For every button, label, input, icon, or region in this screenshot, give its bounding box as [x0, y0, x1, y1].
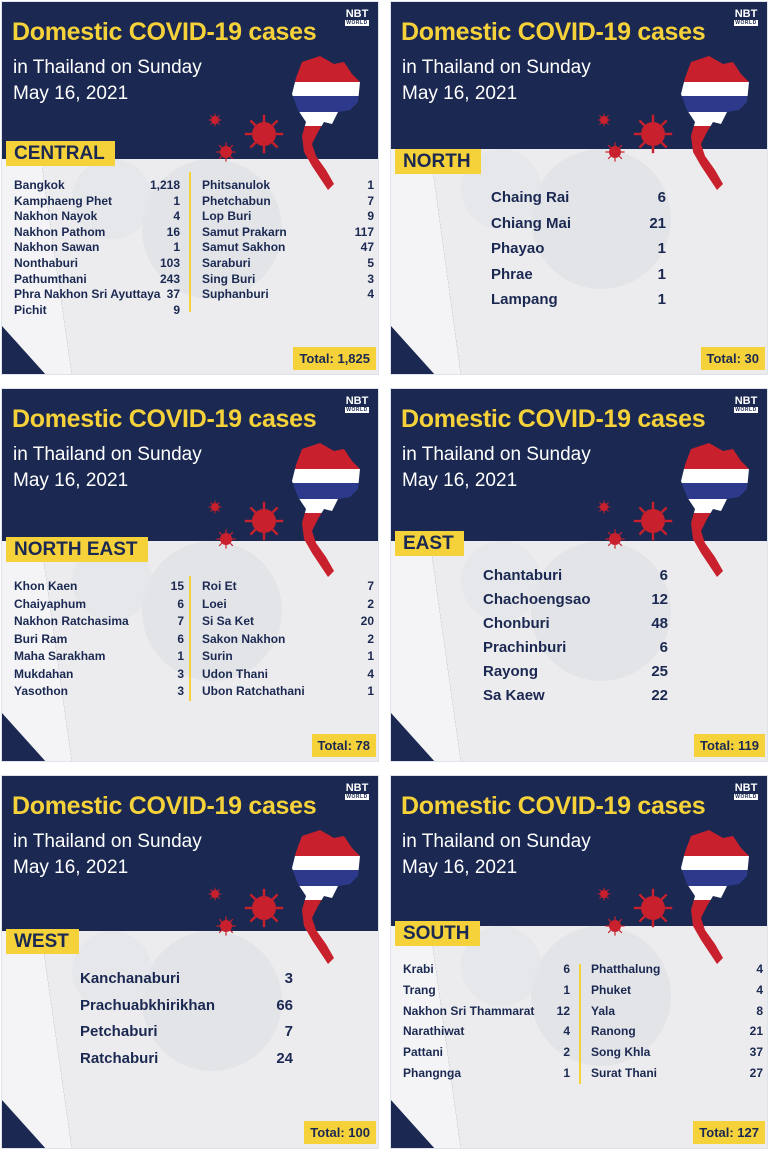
- province-name: Phetchabun: [202, 193, 271, 208]
- case-count: 47: [360, 240, 374, 255]
- list-item: [403, 1024, 570, 1045]
- column-divider: [189, 576, 191, 701]
- province-name: Phuket: [591, 982, 632, 997]
- case-count: 1: [563, 982, 570, 997]
- list-item: [202, 579, 374, 597]
- region-label: SOUTH: [395, 921, 480, 946]
- card-title: Domestic COVID-19 cases: [12, 18, 317, 46]
- list-item: [483, 591, 668, 615]
- province-name: Phangnga: [403, 1066, 462, 1080]
- province-name: Trang: [403, 982, 436, 997]
- case-count: 6: [659, 639, 668, 656]
- list-item: [491, 215, 666, 241]
- case-count: 1: [367, 178, 374, 192]
- province-name: Narathiwat: [403, 1024, 465, 1039]
- card-title: Domestic COVID-19 cases: [401, 18, 706, 46]
- case-count: 6: [177, 596, 184, 611]
- case-count: 37: [749, 1045, 763, 1060]
- case-count: 66: [276, 996, 293, 1014]
- province-name: Saraburi: [202, 256, 251, 270]
- case-count: 1: [177, 649, 184, 663]
- case-count: 2: [367, 596, 374, 611]
- province-name: Phitsanulok: [202, 178, 271, 192]
- case-count: 6: [563, 962, 570, 976]
- list-item: [202, 225, 374, 241]
- region-card-north: [390, 1, 768, 375]
- region-card-east: [390, 388, 768, 762]
- province-name: Phayao: [491, 240, 545, 257]
- list-item: [14, 225, 180, 241]
- region-card-south: [390, 775, 768, 1149]
- case-count: 1: [657, 265, 666, 283]
- region-label: NORTH: [395, 149, 481, 174]
- list-item: [14, 303, 180, 319]
- province-name: Maha Sarakham: [14, 649, 106, 663]
- card-date: May 16, 2021: [13, 857, 129, 878]
- case-count: 5: [367, 256, 374, 270]
- list-item: [483, 687, 668, 711]
- card-subtitle: in Thailand on Sunday: [402, 57, 591, 78]
- province-name: Chantaburi: [483, 567, 563, 584]
- list-item: [14, 272, 180, 288]
- list-item: [202, 240, 374, 256]
- region-label: EAST: [395, 531, 464, 556]
- province-name: Chaiyaphum: [14, 596, 87, 611]
- case-count: 1: [173, 193, 180, 208]
- case-count: 3: [367, 271, 374, 286]
- card-date: May 16, 2021: [402, 857, 518, 878]
- case-count: 20: [360, 614, 374, 628]
- total-badge: Total: 30: [701, 347, 766, 370]
- region-card-north-east: [1, 388, 379, 762]
- case-count: 1,218: [149, 178, 180, 192]
- province-name: Bangkok: [14, 178, 65, 192]
- province-name: Si Sa Ket: [202, 614, 255, 628]
- province-name: Samut Prakarn: [202, 224, 287, 239]
- province-name: Nakhon Sawan: [14, 240, 100, 255]
- card-title: Domestic COVID-19 cases: [401, 405, 706, 433]
- province-name: Ubon Ratchathani: [202, 684, 305, 698]
- card-date: May 16, 2021: [13, 83, 129, 104]
- province-name: Loei: [202, 596, 227, 611]
- province-name: Chonburi: [483, 615, 550, 632]
- list-item: [14, 287, 180, 303]
- province-name: Prachinburi: [483, 639, 567, 656]
- case-count: 48: [651, 615, 668, 632]
- province-name: Nakhon Nayok: [14, 209, 98, 224]
- list-item: [14, 667, 184, 685]
- case-count: 4: [367, 287, 374, 302]
- province-name: Pathumthani: [14, 271, 87, 286]
- nbt-logo: NBT WORLD: [731, 782, 761, 802]
- list-item: [591, 1066, 763, 1087]
- list-item: [483, 639, 668, 663]
- case-count: 4: [563, 1024, 570, 1039]
- province-name: Surat Thani: [591, 1066, 658, 1080]
- province-name: Mukdahan: [14, 666, 74, 681]
- province-name: Krabi: [403, 962, 434, 976]
- column-divider: [189, 172, 191, 312]
- list-item: [14, 240, 180, 256]
- card-date: May 16, 2021: [402, 83, 518, 104]
- region-card-west: [1, 775, 379, 1149]
- province-name: Pichit: [14, 302, 47, 317]
- list-item: [491, 291, 666, 317]
- case-count: 2: [563, 1045, 570, 1060]
- list-item: [202, 209, 374, 225]
- province-name: Phra Nakhon Sri Ayuttaya: [14, 287, 161, 302]
- list-item: [202, 597, 374, 615]
- card-date: May 16, 2021: [402, 470, 518, 491]
- case-count: 25: [651, 663, 668, 680]
- list-item: [14, 614, 184, 632]
- province-name: Rayong: [483, 663, 539, 680]
- list-item: [14, 684, 184, 702]
- province-name: Yasothon: [14, 684, 69, 698]
- nbt-logo: NBT WORLD: [731, 395, 761, 415]
- list-item: [591, 962, 763, 983]
- case-count: 6: [177, 631, 184, 646]
- nbt-logo: NBT WORLD: [342, 8, 372, 28]
- case-count: 21: [749, 1024, 763, 1039]
- province-name: Chaing Rai: [491, 189, 570, 206]
- province-name: Suphanburi: [202, 287, 269, 302]
- province-name: Phrae: [491, 265, 533, 283]
- province-name: Nonthaburi: [14, 256, 78, 270]
- list-item: [14, 597, 184, 615]
- list-item: [14, 632, 184, 650]
- region-label: NORTH EAST: [6, 537, 148, 562]
- province-name: Udon Thani: [202, 666, 268, 681]
- province-name: Nakhon Sri Thammarat: [403, 1003, 535, 1018]
- case-count: 4: [756, 982, 763, 997]
- province-name: Sakon Nakhon: [202, 631, 286, 646]
- province-name: Nakhon Pathom: [14, 224, 106, 239]
- province-name: Yala: [591, 1003, 616, 1018]
- list-item: [202, 256, 374, 272]
- nbt-logo: NBT WORLD: [342, 395, 372, 415]
- list-item: [14, 209, 180, 225]
- case-count: 3: [177, 666, 184, 681]
- case-count: 16: [166, 224, 180, 239]
- case-count: 1: [367, 684, 374, 698]
- case-count: 3: [177, 684, 184, 698]
- total-badge: Total: 119: [694, 734, 765, 757]
- nbt-logo: NBT WORLD: [731, 8, 761, 28]
- province-name: Lampang: [491, 291, 558, 308]
- list-item: [202, 614, 374, 632]
- case-count: 27: [749, 1066, 763, 1080]
- list-item: [14, 256, 180, 272]
- province-name: Roi Et: [202, 579, 237, 593]
- list-item: [202, 194, 374, 210]
- list-item: [14, 649, 184, 667]
- case-count: 1: [367, 649, 374, 663]
- list-item: [202, 272, 374, 288]
- list-item: [483, 663, 668, 687]
- list-item: [202, 649, 374, 667]
- case-count: 1: [657, 291, 666, 308]
- case-count: 12: [651, 591, 668, 608]
- list-item: [202, 178, 374, 194]
- province-name: Prachuabkhirikhan: [80, 996, 216, 1014]
- case-count: 24: [276, 1049, 293, 1067]
- case-count: 4: [367, 666, 374, 681]
- total-badge: Total: 100: [304, 1121, 376, 1144]
- case-count: 9: [367, 209, 374, 224]
- case-count: 8: [756, 1003, 763, 1018]
- list-item: [591, 1004, 763, 1025]
- list-item: [591, 1045, 763, 1066]
- case-count: 3: [284, 970, 293, 987]
- list-item: [591, 983, 763, 1004]
- list-item: [403, 983, 570, 1004]
- list-item: [202, 667, 374, 685]
- card-date: May 16, 2021: [13, 470, 129, 491]
- list-item: [80, 1023, 293, 1050]
- case-count: 12: [556, 1003, 570, 1018]
- list-item: [80, 997, 293, 1024]
- case-count: 4: [173, 209, 180, 224]
- province-name: Sa Kaew: [483, 687, 545, 704]
- case-count: 21: [649, 214, 666, 232]
- list-item: [483, 615, 668, 639]
- card-title: Domestic COVID-19 cases: [401, 792, 706, 820]
- list-item: [202, 632, 374, 650]
- list-item: [491, 189, 666, 215]
- province-name: Surin: [202, 649, 233, 663]
- case-count: 243: [159, 271, 180, 286]
- case-count: 103: [159, 256, 180, 270]
- case-count: 1: [173, 240, 180, 255]
- total-badge: Total: 1,825: [293, 347, 376, 370]
- list-item: [483, 567, 668, 591]
- list-item: [491, 266, 666, 292]
- province-name: Ratchaburi: [80, 1049, 159, 1067]
- case-count: 1: [563, 1066, 570, 1080]
- case-count: 4: [756, 962, 763, 976]
- nbt-logo: NBT WORLD: [342, 782, 372, 802]
- case-count: 1: [657, 240, 666, 257]
- total-badge: Total: 78: [312, 734, 377, 757]
- case-count: 6: [657, 189, 666, 206]
- case-count: 2: [367, 631, 374, 646]
- list-item: [491, 240, 666, 266]
- province-name: Ranong: [591, 1024, 636, 1039]
- list-item: [403, 962, 570, 983]
- province-name: Kanchanaburi: [80, 970, 181, 987]
- card-subtitle: in Thailand on Sunday: [402, 831, 591, 852]
- list-item: [80, 970, 293, 997]
- list-item: [403, 1045, 570, 1066]
- province-name: Lop Buri: [202, 209, 252, 224]
- case-count: 7: [367, 579, 374, 593]
- province-name: Chiang Mai: [491, 214, 572, 232]
- card-subtitle: in Thailand on Sunday: [13, 444, 202, 465]
- region-card-central: [1, 1, 379, 375]
- case-count: 22: [651, 687, 668, 704]
- province-name: Sing Buri: [202, 271, 256, 286]
- case-count: 7: [367, 193, 374, 208]
- province-name: Kamphaeng Phet: [14, 193, 113, 208]
- list-item: [14, 178, 180, 194]
- list-item: [202, 287, 374, 303]
- list-item: [591, 1024, 763, 1045]
- case-count: 15: [170, 579, 184, 593]
- case-count: 37: [166, 287, 180, 302]
- list-item: [403, 1066, 570, 1087]
- province-name: Chachoengsao: [483, 591, 591, 608]
- list-item: [80, 1050, 293, 1077]
- card-subtitle: in Thailand on Sunday: [402, 444, 591, 465]
- region-label: CENTRAL: [6, 141, 115, 166]
- region-label: WEST: [6, 929, 79, 954]
- list-item: [14, 579, 184, 597]
- total-badge: Total: 127: [693, 1121, 765, 1144]
- card-title: Domestic COVID-19 cases: [12, 405, 317, 433]
- case-count: 7: [284, 1023, 293, 1040]
- list-item: [202, 684, 374, 702]
- province-name: Petchaburi: [80, 1023, 158, 1040]
- card-subtitle: in Thailand on Sunday: [13, 831, 202, 852]
- province-name: Pattani: [403, 1045, 444, 1060]
- province-name: Samut Sakhon: [202, 240, 286, 255]
- case-count: 117: [354, 224, 374, 239]
- province-name: Nakhon Ratchasima: [14, 614, 129, 628]
- case-count: 7: [177, 614, 184, 628]
- province-name: Phatthalung: [591, 962, 661, 976]
- list-item: [403, 1004, 570, 1025]
- case-count: 9: [173, 302, 180, 317]
- card-title: Domestic COVID-19 cases: [12, 792, 317, 820]
- column-divider: [579, 964, 581, 1084]
- list-item: [14, 194, 180, 210]
- province-name: Khon Kaen: [14, 579, 78, 593]
- province-name: Buri Ram: [14, 631, 68, 646]
- province-name: Song Khla: [591, 1045, 651, 1060]
- card-subtitle: in Thailand on Sunday: [13, 57, 202, 78]
- virus-icon: [2, 776, 379, 1149]
- case-count: 6: [659, 567, 668, 584]
